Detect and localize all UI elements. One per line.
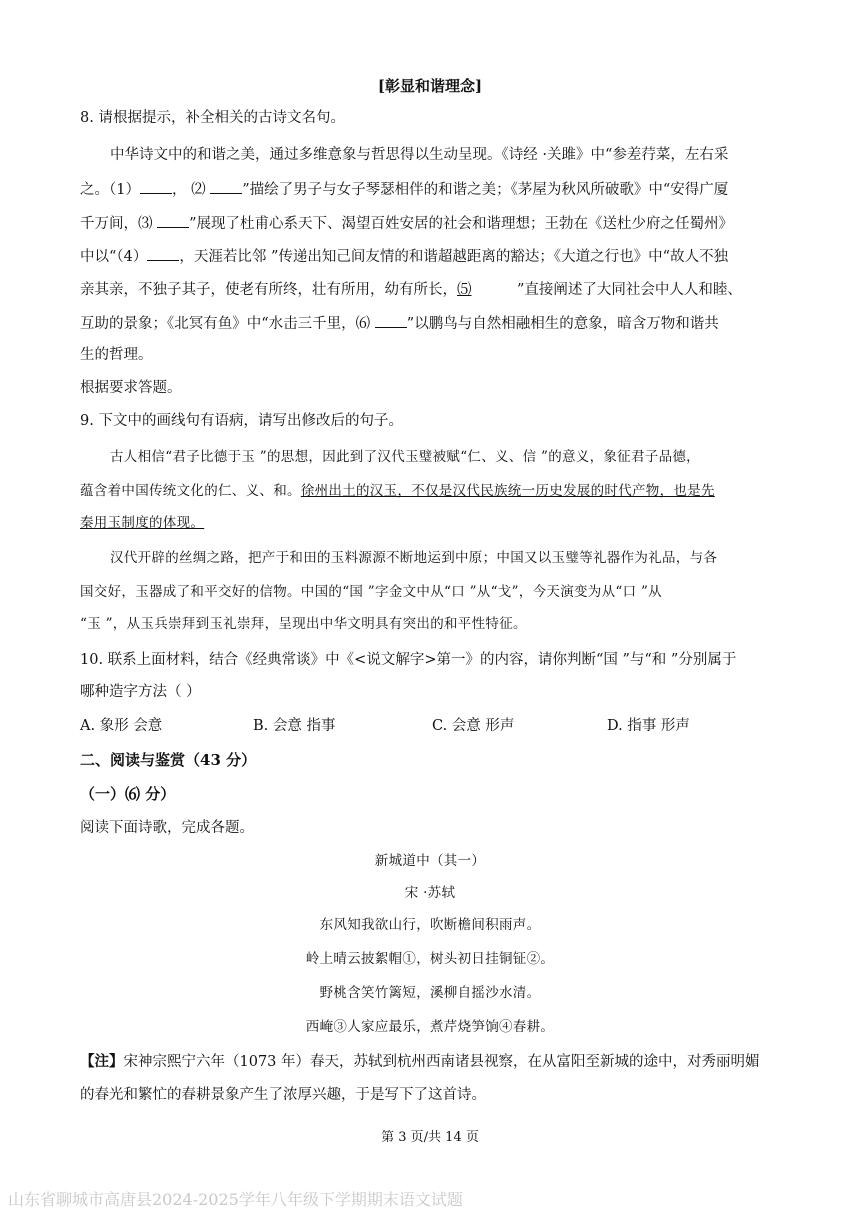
- poem-author: 宋 ·苏轼: [404, 885, 456, 901]
- answer-blank-5[interactable]: ⑸: [457, 282, 472, 298]
- section-title: [彰显和谐理念]: [377, 77, 483, 95]
- poem-title: 新城道中（其一）: [374, 853, 486, 869]
- question-8-line-1: 中华诗文中的和谐之美，通过多维意象与哲思得以生动呈现。《诗经 ·关雎》中“参差荇菜，左右采: [110, 147, 729, 163]
- answer-blank-2[interactable]: [210, 179, 242, 194]
- poem-line-3: 野桃含笑竹篱短，溪柳自摇沙水清。: [319, 985, 541, 1001]
- note-line-2: 的春光和繁忙的春耕景象产生了浓厚兴趣，于是写下了这首诗。: [80, 1087, 486, 1103]
- passage-p2-line-3: “玉 ”，从玉兵崇拜到玉礼崇拜，呈现出中华文明具有突出的和平性特征。: [80, 616, 527, 632]
- faulty-sentence-part-2: 秦用玉制度的体现。: [80, 515, 205, 531]
- question-10-stem-2: 哪种造字方法（ ）: [80, 684, 201, 700]
- answer-blank-6[interactable]: [375, 313, 407, 328]
- passage-p1-line-1: 古人相信“君子比德于玉 ”的思想，因此到了汉代玉璧被赋“仁、义、信 ”的意义，象征君子品德，: [110, 449, 700, 465]
- poem-line-4: 西崦③人家应最乐，煮芹烧笋饷④春耕。: [305, 1019, 555, 1035]
- note-line-1: 【注】宋神宗熙宁六年（1073 年）春天，苏轼到杭州西南诸县视察，在从富阳至新城的途中，对秀丽明媚: [80, 1053, 760, 1070]
- option-c[interactable]: C. 会意 形声: [432, 718, 515, 734]
- option-b[interactable]: B. 会意 指事: [253, 718, 336, 734]
- answer-blank-3[interactable]: [157, 213, 189, 228]
- passage-p1-line-2: 蕴含着中国传统文化的仁、义、和。徐州出土的汉玉，不仅是汉代民族统一历史发展的时代产物，也是先: [80, 483, 715, 499]
- question-8-line-2: 之。（1） ， ⑵ ”描绘了男子与女子琴瑟相伴的和谐之美；《茅屋为秋风所破歌》中“安得广厦: [80, 179, 728, 200]
- option-a[interactable]: A. 象形 会意: [80, 718, 163, 734]
- question-9-stem: 9. 下文中的画线句有语病，请写出修改后的句子。: [80, 413, 403, 429]
- document-watermark: 山东省聊城市高唐县2024-2025学年八年级下学期期末语文试题: [8, 1190, 463, 1209]
- question-8-line-3: 千万间，⑶ ”展现了杜甫心系天下、渴望百姓安居的社会和谐理想；王勃在《送杜少府之任蜀州》: [80, 213, 733, 234]
- question-8-line-4: 中以“（4） ，天涯若比邻 ”传递出知己间友情的和谐超越距离的豁达；《大道之行也》中“故人不独: [80, 246, 728, 267]
- part-2-heading: 二、阅读与鉴赏（43 分）: [80, 751, 257, 769]
- reading-intro: 阅读下面诗歌，完成各题。: [80, 820, 254, 836]
- part-2-sub-heading: （一）⑹ 分）: [80, 785, 176, 803]
- passage-p2-line-2: 国交好，玉器成了和平交好的信物。中国的“国 ”字金文中从“口 ”从“戈”，今天演变为从“口 ”从: [80, 584, 662, 600]
- question-8-stem: 8. 请根据提示，补全相关的古诗文名句。: [80, 110, 345, 126]
- answer-blank-4[interactable]: [147, 246, 179, 261]
- question-10-stem-1: 10. 联系上面材料，结合《经典常谈》中《<说文解字>第一》的内容，请你判断“国 ”与“和 ”分别属于: [80, 652, 737, 668]
- question-8-line-6: 互助的景象；《北冥有鱼》中“水击三千里，⑹ ”以鹏鸟与自然相融相生的意象，暗含万物和谐共: [80, 313, 719, 334]
- passage-p2-line-1: 汉代开辟的丝绸之路，把产于和田的玉料源源不断地运到中原；中国又以玉璧等礼器作为礼品，与各: [110, 550, 718, 566]
- note-label: 【注】: [80, 1053, 124, 1070]
- poem-line-1: 东风知我欲山行，吹断檐间积雨声。: [319, 917, 541, 933]
- question-8-line-7: 生的哲理。: [80, 347, 153, 363]
- option-d[interactable]: D. 指事 形声: [607, 718, 690, 734]
- answer-blank-1[interactable]: [140, 179, 172, 194]
- page-footer: 第 3 页/共 14 页: [381, 1130, 479, 1145]
- faulty-sentence-part-1: 徐州出土的汉玉，不仅是汉代民族统一历史发展的时代产物，也是先: [300, 483, 715, 499]
- poem-line-2: 岭上晴云披絮帽①，树头初日挂铜钲②。: [305, 951, 555, 967]
- question-8-line-5: 亲其亲，不独子其子，使老有所终，壮有所用，幼有所长，⑸ ”直接阐述了大同社会中人人和睦、: [80, 282, 742, 298]
- instruction-text: 根据要求答题。: [80, 380, 182, 396]
